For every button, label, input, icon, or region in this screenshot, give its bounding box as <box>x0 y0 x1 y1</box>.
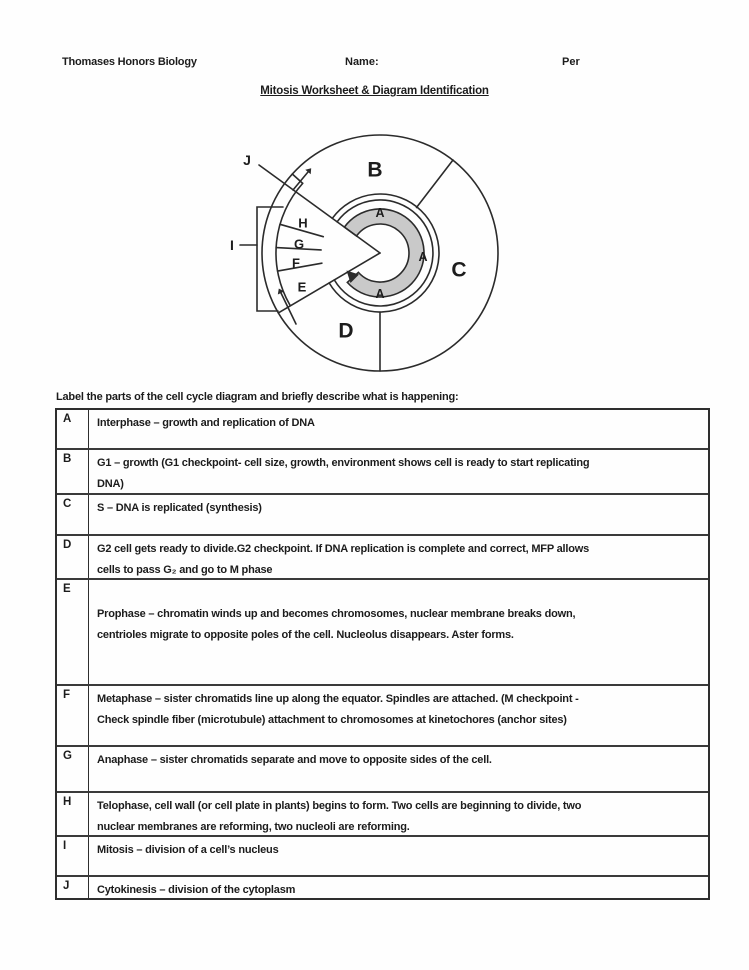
table-row <box>57 580 708 686</box>
row-letter: F <box>57 686 89 745</box>
table-row <box>57 495 708 536</box>
row-description <box>89 495 708 534</box>
instruction-text: Label the parts of the cell cycle diagram and briefly describe what is happening: <box>56 391 459 403</box>
label-a-bottom: A <box>375 287 385 301</box>
name-label: Name: <box>345 56 379 68</box>
row-letter: H <box>57 793 89 835</box>
description-line: S – DNA is replicated (synthesis) <box>97 502 262 514</box>
table-row <box>57 793 708 837</box>
description-line: DNA) <box>97 478 124 490</box>
description-line: Anaphase – sister chromatids separate and move to opposite sides of the cell. <box>97 754 492 766</box>
answer-table <box>55 408 710 900</box>
row-description <box>89 793 708 835</box>
label-e: E <box>297 279 307 295</box>
label-c: C <box>451 258 467 282</box>
row-description <box>89 580 708 684</box>
table-row <box>57 686 708 747</box>
course-title: Thomases Honors Biology <box>62 56 197 68</box>
divider-b-c <box>417 160 454 208</box>
row-letter: I <box>57 837 89 875</box>
row-description <box>89 410 708 448</box>
period-label: Per <box>562 56 580 68</box>
label-b: B <box>367 158 383 182</box>
table-row <box>57 410 708 450</box>
description-line: Cytokinesis – division of the cytoplasm <box>97 884 296 896</box>
description-line: G2 cell gets ready to divide.G2 checkpoint. If DNA replication is complete and correct, MFP allows <box>97 543 590 555</box>
table-row <box>57 877 708 898</box>
cytokinesis-band-cap <box>292 174 302 183</box>
description-line: Prophase – chromatin winds up and becomes chromosomes, nuclear membrane breaks down, <box>97 608 576 620</box>
description-line: Check spindle fiber (microtubule) attachment to chromosomes at kinetochores (anchor sites) <box>97 714 567 726</box>
table-row <box>57 536 708 580</box>
table-row <box>57 837 708 877</box>
worksheet-title: Mitosis Worksheet & Diagram Identification <box>260 85 489 97</box>
description-line: cells to pass G₂ and go to M phase <box>97 564 273 576</box>
row-description <box>89 877 708 898</box>
table-row <box>57 450 708 495</box>
row-description <box>89 747 708 791</box>
interphase-ring <box>344 209 424 297</box>
label-i: I <box>230 237 234 253</box>
row-letter: E <box>57 580 89 684</box>
label-j: J <box>243 152 251 168</box>
description-line: Interphase – growth and replication of DNA <box>97 417 315 429</box>
description-line: G1 – growth (G1 checkpoint- cell size, growth, environment shows cell is ready to start replicating <box>97 457 590 469</box>
description-line: Telophase, cell wall (or cell plate in plants) begins to form. Two cells are beginning to divide, two <box>97 800 582 812</box>
table-row <box>57 747 708 793</box>
label-f: F <box>292 255 300 271</box>
row-description <box>89 536 708 578</box>
row-description <box>89 450 708 493</box>
row-letter: C <box>57 495 89 534</box>
description-line: Metaphase – sister chromatids line up along the equator. Spindles are attached. (M checkpoint - <box>97 693 579 705</box>
row-letter: D <box>57 536 89 578</box>
row-letter: B <box>57 450 89 493</box>
description-line: centrioles migrate to opposite poles of the cell. Nucleolus disappears. Aster forms. <box>97 629 514 641</box>
label-h: H <box>298 215 308 231</box>
page-header <box>0 56 749 72</box>
row-letter: G <box>57 747 89 791</box>
row-letter: A <box>57 410 89 448</box>
row-description <box>89 837 708 875</box>
label-g: G <box>293 236 305 252</box>
label-a-right: A <box>418 250 428 264</box>
description-line <box>97 583 700 604</box>
description-line: Mitosis – division of a cell’s nucleus <box>97 844 279 856</box>
row-description <box>89 686 708 745</box>
row-letter: J <box>57 877 89 898</box>
cell-cycle-diagram <box>190 125 520 385</box>
label-d: D <box>338 319 354 343</box>
cycle-arrow-top <box>293 172 308 190</box>
description-line: nuclear membranes are reforming, two nucleoli are reforming. <box>97 821 410 833</box>
label-a-top: A <box>375 206 385 220</box>
